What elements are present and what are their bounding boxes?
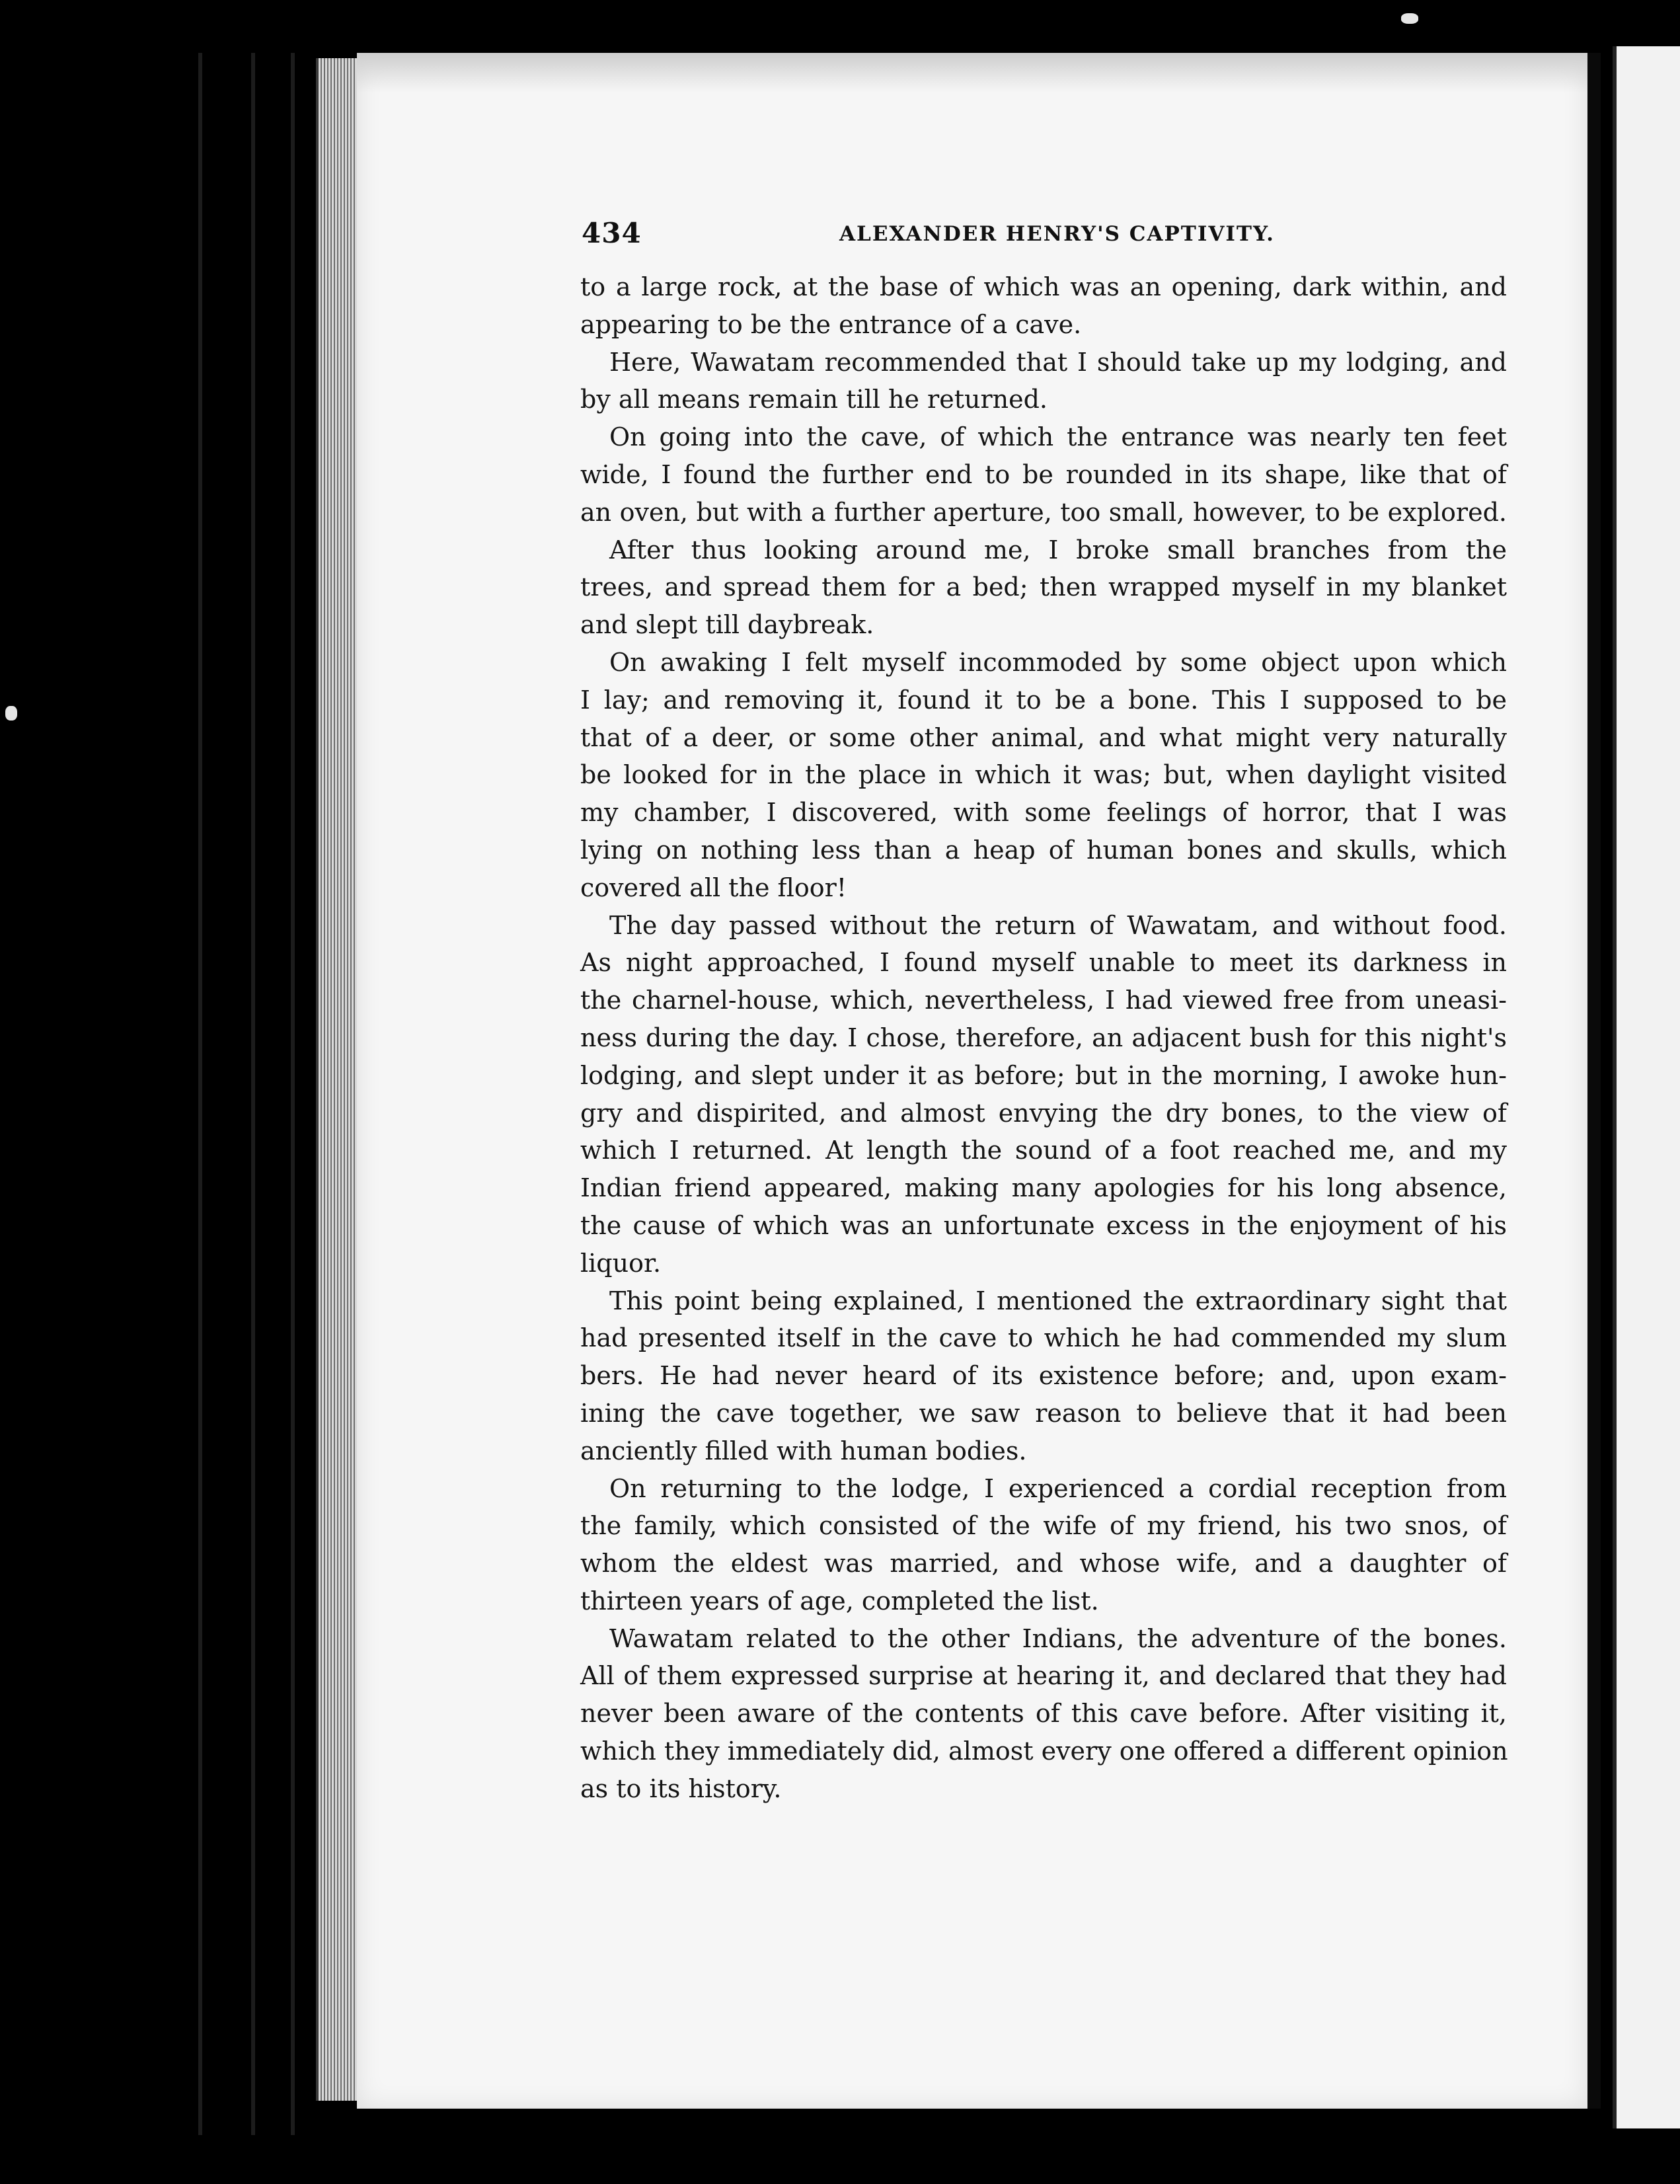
text-line: which I returned. At length the sound of a foot reached me, and my xyxy=(580,1136,1507,1165)
text-line: be looked for in the place in which it was; but, when daylight visited xyxy=(580,760,1507,790)
text-line: the cause of which was an unfortunate excess in the enjoyment of his xyxy=(580,1210,1507,1240)
book-spine-background xyxy=(0,0,311,2184)
binding-line xyxy=(251,53,255,2135)
text-line: ness during the day. I chose, therefore, an adjacent bush for this night's xyxy=(580,1023,1507,1052)
text-line: On returning to the lodge, I experienced a cordial reception from xyxy=(609,1473,1507,1503)
facing-page-edge xyxy=(1613,46,1680,2128)
text-line: bers. He had never heard of its existence before; and, upon exam- xyxy=(580,1361,1507,1391)
text-line: thirteen years of age, completed the list. xyxy=(580,1586,1099,1616)
text-line: the charnel-house, which, nevertheless, I had viewed free from uneasi- xyxy=(580,986,1507,1015)
dust-speck xyxy=(5,706,17,721)
text-line: by all means remain till he returned. xyxy=(580,385,1048,414)
text-line: which they immediately did, almost every one offered a different opinion xyxy=(580,1736,1508,1766)
text-line: All of them expressed surprise at hearing it, and declared that they had xyxy=(580,1661,1507,1691)
text-line: the family, which consisted of the wife of my friend, his two snos, of xyxy=(580,1511,1507,1541)
text-line: never been aware of the contents of this cave before. After visiting it, xyxy=(580,1699,1507,1729)
text-line: On awaking I felt myself incommoded by some object upon which xyxy=(609,647,1507,677)
binding-line xyxy=(198,53,202,2135)
text-line: to a large rock, at the base of which was an opening, dark within, and xyxy=(580,272,1507,301)
text-line: anciently filled with human bodies. xyxy=(580,1436,1027,1465)
text-line: my chamber, I discovered, with some feelings of horror, that I was xyxy=(580,798,1507,828)
text-line: liquor. xyxy=(580,1248,662,1278)
text-line: gry and dispirited, and almost envying the dry bones, to the view of xyxy=(580,1098,1507,1128)
body-text xyxy=(580,268,1507,1808)
text-line: After thus looking around me, I broke small branches from the xyxy=(609,535,1507,565)
page-number: 434 xyxy=(582,217,642,249)
page-stack-edges xyxy=(316,58,360,2101)
text-line: As night approached, I found myself unable to meet its darkness in xyxy=(580,948,1507,978)
text-line: I lay; and removing it, found it to be a bone. This I supposed to be xyxy=(580,685,1507,715)
text-line: trees, and spread them for a bed; then wrapped myself in my blanket xyxy=(580,572,1507,602)
text-line: On going into the cave, of which the entrance was nearly ten feet xyxy=(609,422,1507,452)
text-line: Here, Wawatam recommended that I should take up my lodging, and xyxy=(609,347,1507,377)
text-line: that of a deer, or some other animal, and what might very naturally xyxy=(580,722,1507,752)
text-line: as to its history. xyxy=(580,1774,782,1803)
text-line: wide, I found the further end to be rounded in its shape, like that of xyxy=(580,459,1507,489)
running-head: ALEXANDER HENRY'S CAPTIVITY. xyxy=(839,222,1275,246)
text-line: The day passed without the return of Wawatam, and without food. xyxy=(609,910,1507,940)
text-line: This point being explained, I mentioned the extraordinary sight that xyxy=(609,1286,1507,1315)
text-line: appearing to be the entrance of a cave. xyxy=(580,309,1082,339)
text-line: had presented itself in the cave to which he had commended my slum xyxy=(580,1323,1507,1353)
book-page xyxy=(357,53,1587,2109)
page-gutter-shadow xyxy=(1587,53,1601,2109)
text-line: covered all the floor! xyxy=(580,873,847,902)
text-line: ining the cave together, we saw reason to believe that it had been xyxy=(580,1398,1507,1428)
binding-line xyxy=(291,53,295,2135)
text-line: Wawatam related to the other Indians, the adventure of the bones. xyxy=(609,1623,1507,1653)
dust-speck xyxy=(1401,13,1418,24)
page-header xyxy=(582,217,1480,270)
text-line: an oven, but with a further aperture, too small, however, to be explored. xyxy=(580,497,1507,527)
text-line: lodging, and slept under it as before; but in the morning, I awoke hun- xyxy=(580,1060,1507,1090)
text-line: whom the eldest was married, and whose wife, and a daughter of xyxy=(580,1549,1507,1579)
text-line: and slept till daybreak. xyxy=(580,610,874,640)
text-line: Indian friend appeared, making many apologies for his long absence, xyxy=(580,1173,1507,1203)
text-line: lying on nothing less than a heap of human bones and skulls, which xyxy=(580,835,1507,865)
